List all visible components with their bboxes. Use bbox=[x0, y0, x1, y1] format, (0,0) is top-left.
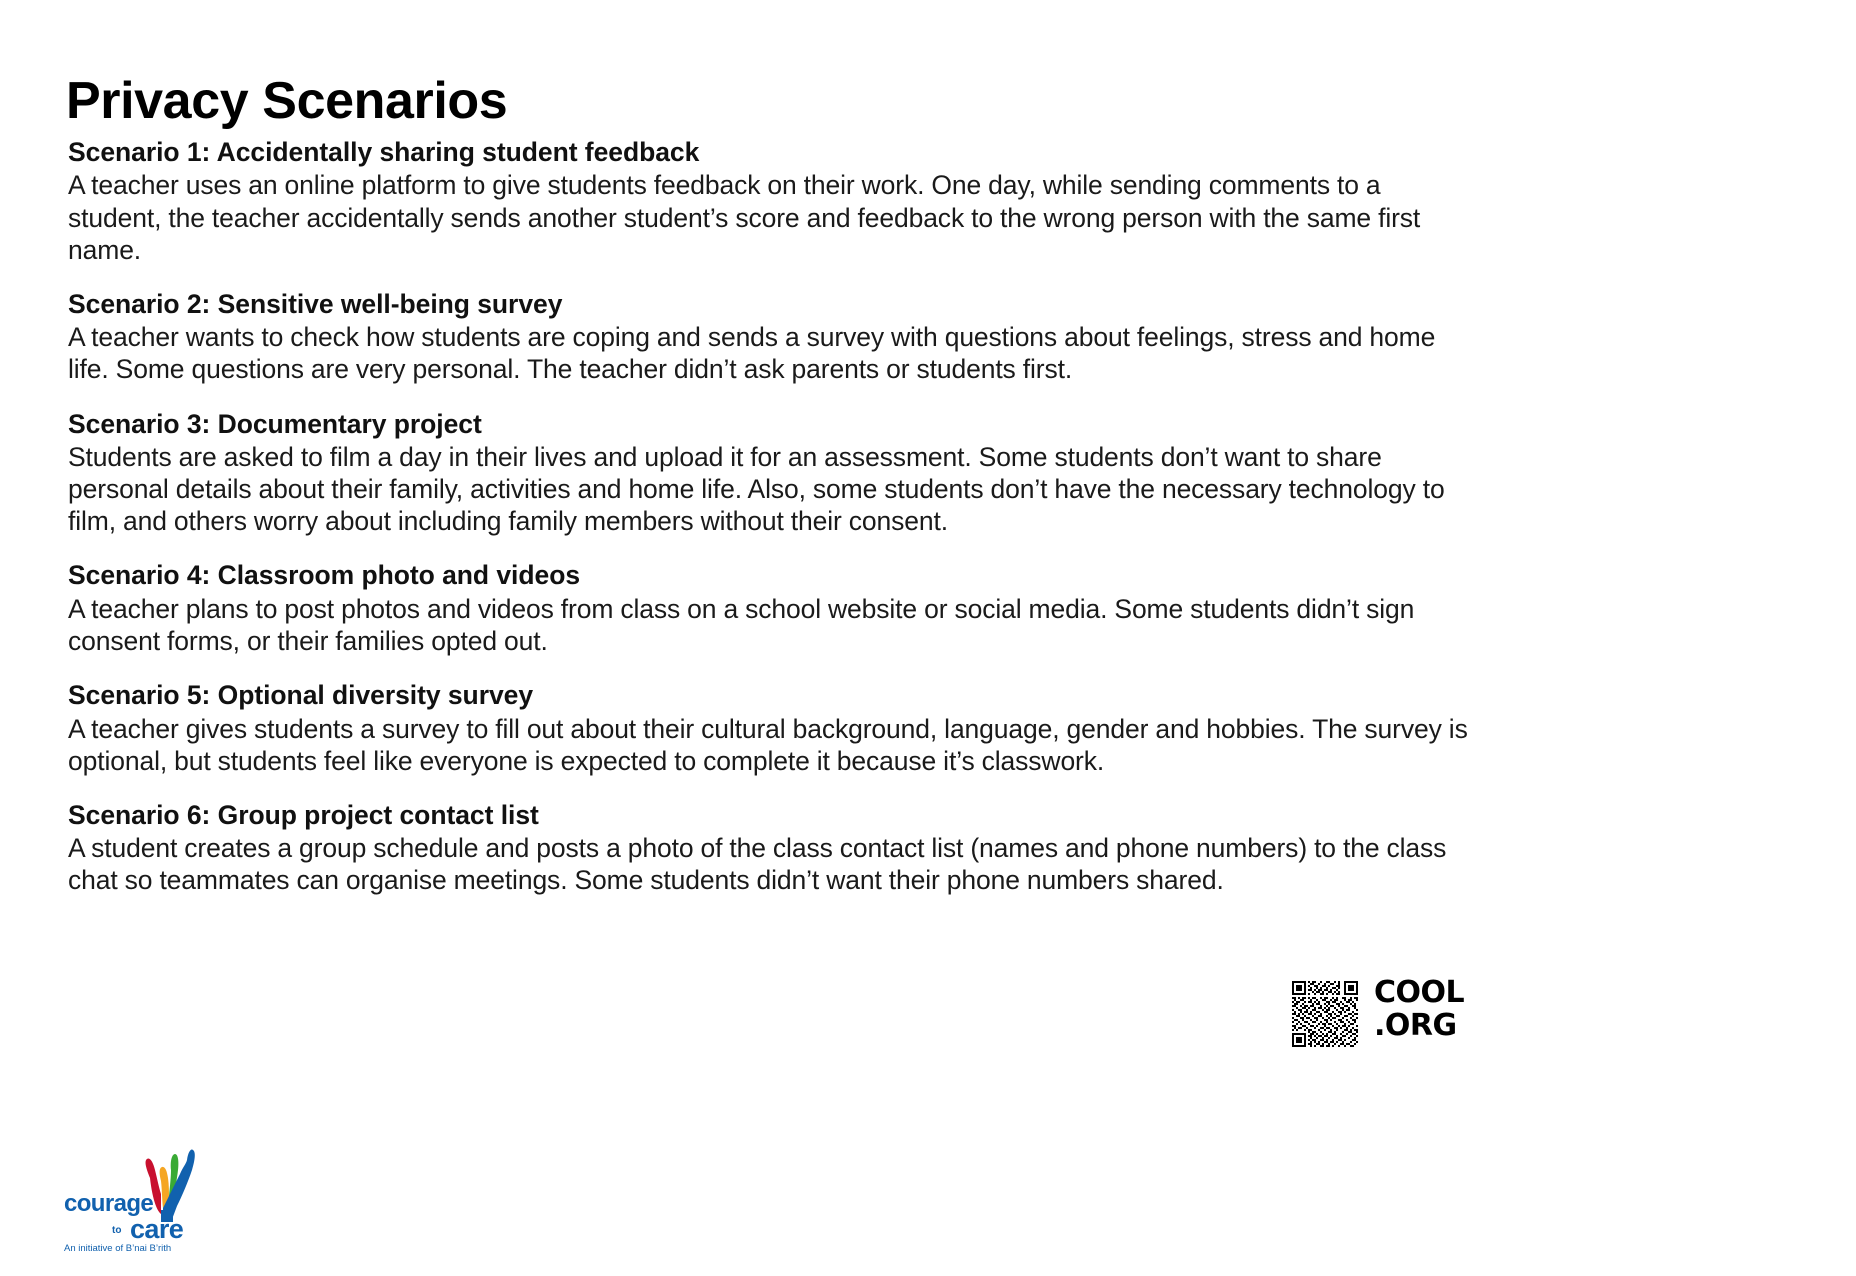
scenario-body-5: A teacher gives students a survey to fill out about their cultural background, language, gender and hobbies. The survey is optional, but students feel like everyone is expected to complete it because it’s classwork. bbox=[68, 713, 1468, 776]
scenario-heading-6: Scenario 6: Group project contact list bbox=[68, 799, 539, 830]
logo-word-to: to bbox=[112, 1225, 122, 1236]
courage-to-care-logo bbox=[64, 1148, 244, 1253]
scenario-body-1: A teacher uses an online platform to give students feedback on their work. One day, while sending comments to a student, the teacher accidentally sends another student’s score and feedback to the wrong person with the same first name. bbox=[68, 170, 1421, 265]
logo-tagline: An initiative of B’nai B’rith bbox=[64, 1243, 172, 1254]
logo-word-courage: courage bbox=[64, 1190, 154, 1217]
scenario-block-3 bbox=[68, 408, 1480, 538]
scenario-block-1 bbox=[68, 136, 1480, 266]
scenario-heading-3: Scenario 3: Documentary project bbox=[68, 408, 482, 439]
scenario-block-4 bbox=[68, 559, 1480, 657]
scenario-heading-1: Scenario 1: Accidentally sharing student feedback bbox=[68, 137, 700, 167]
scenario-heading-5: Scenario 5: Optional diversity survey bbox=[68, 680, 534, 711]
scenario-block-5 bbox=[68, 679, 1480, 777]
cool-org-line1: COOL bbox=[1374, 975, 1465, 1010]
scenario-block-2 bbox=[68, 288, 1480, 386]
scenario-block-6 bbox=[68, 799, 1480, 897]
cool-org-line2: .ORG bbox=[1374, 1008, 1457, 1043]
logo-word-care: care bbox=[130, 1214, 184, 1244]
scenario-heading-4: Scenario 4: Classroom photo and videos bbox=[68, 560, 581, 591]
qr-code-icon bbox=[1291, 981, 1359, 1047]
scenario-body-6: A student creates a group schedule and posts a photo of the class contact list (names and phone numbers) to the class chat so teammates can organise meetings. Some students didn’t want their phone numbers shared. bbox=[68, 833, 1447, 896]
scenario-list bbox=[68, 136, 1480, 897]
scenario-heading-2: Scenario 2: Sensitive well-being survey bbox=[68, 288, 563, 319]
cool-org-logo bbox=[1374, 975, 1482, 1048]
scenario-body-3: Students are asked to film a day in their lives and upload it for an assessment. Some students don’t want to share personal details about their family, activities and home life. Also, some students don’t have the necessary technology to film, and others worry about including family members without their consent. bbox=[68, 441, 1445, 537]
page-title: Privacy Scenarios bbox=[66, 71, 508, 130]
scenario-body-2: A teacher wants to check how students are coping and sends a survey with questions about feelings, stress and home life. Some questions are very personal. The teacher didn’t ask parents or students first. bbox=[68, 322, 1436, 385]
scenario-body-4: A teacher plans to post photos and videos from class on a school website or social media. Some students didn’t sign consent forms, or their families opted out. bbox=[68, 593, 1415, 656]
